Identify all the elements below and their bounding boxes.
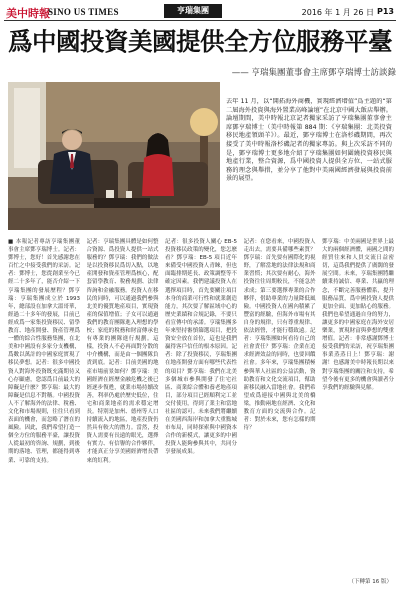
masthead-logo-chinese: 美中時報 [6, 7, 50, 20]
article-column-4: 記者：在您看來，中國投資人走出去，需要具備哪些素質？鄧亨瑞：首先要有國際化的視野，了解當地的法律法規和商業習慣；其次要有耐心，海外投資往往周期較長，不能急於求成；第三要選擇專業的合作夥伴，借助專業的力量降低風險。中國投資人在國內積累了豐富的經驗，但海外市場有其自身的規律，只有尊重規律、依法經營，才能行穩致遠。記者：亨瑞集團如何看待自己的社會責任？鄧亨瑞：企業在追求經濟效益的同時，也要回饋社會。多年來，亨瑞集團積極參與華人社區的公益活動，資助教育和文化交流項目，幫助新移民融入當地社會。我們希望成爲連接中國與北美的橋梁，推動兩地在經濟、文化和教育方面的交流與合作。記者：對於未來，您有怎樣的期待？ [243, 239, 316, 432]
headline: 爲中國投資美國提供全方位服務平臺 [8, 27, 392, 56]
article-column-3: 記者：很多投資人關心 EB-5 投資移民政策的變化，您怎麽看？鄧亨瑞：EB-5 項目近年來備受中國投資人青睞，但也面臨排期延長、政策調整等不確定因素。我們建議投資人在選擇項目時，首先要關注項目本身的商業可行性和就業創造能力，其次要了解區域中心的歷史業績和合規記錄，不要只看宣傳中的承諾。亨瑞集團多年來堅持審慎篩選項目，把投資安全放在首位，這也是我們贏得客戶信任的根本原因。記者：除了投資移民，亨瑞集團在地產開發方面有哪些代表性的項目？鄧亨瑞：我們在北美多個城市參與開發了住宅社區、商業綜合體和養老地產項目，部分項目已經順利完工並交付使用，得到了業主和當地社區的認可。未來我們將繼續在美國西海岸和加拿大重點城市布局，同時探索與中國資本合作的新模式，讓更多的中國投資人能夠參與其中，共同分享發展成果。 [165, 239, 237, 456]
article-column-1: ■ 本報記者專訪亨瑞集團董事會主席鄧亨瑞博士。記者：鄧博士，您好！首先感謝您在百忙之中接受我們的采訪。記者：鄧博士，您從創業至今已經二十多年了，能否介紹一下亨瑞集團的發展歷程？鄧亨瑞：亨瑞集團成立於 1993 年，總部設在加拿大溫哥華，經過二十多年的發展，目前已經成爲一家集投資移民、留學教育、地產開發、資產管理爲一體的綜合性服務集團，在北美和中國設有多家分支機構，爲數以萬計的中國家庭實現了移民夢想。記者：很多中國投資人對海外投資既充滿期待又心存顧慮，您認爲目前最大的障礙是什麽？鄧亨瑞：最大的障礙是信息不對稱。中國投資人不了解海外的法律、稅務、文化和市場規則，往往只看到表面的機會，而忽略了潛在的風險。因此，我們希望打造一個全方位的服務平臺，讓投資人從最初的咨詢、規劃，到後期的落地、管理，都能得到專業、可靠的支持。 [8, 239, 80, 464]
masthead-logo-english: SINO US TIMES [48, 7, 119, 17]
continued-note: （下轉第 16 版） [348, 579, 392, 585]
interview-photo-illustration [8, 82, 220, 230]
section-tag: 亨瑞集團 [164, 4, 222, 18]
article-column-5: 鄧亨瑞：中美兩國是世界上最大的兩個經濟體，兩國之間的經貿往來和人員交流日益密切，這爲我們提供了廣闊的發展空間。未來，亨瑞集團將繼續秉持誠信、專業、共贏的理念，不斷完善服務體系，提升服務品質，爲中國投資人提供更加全面、更加貼心的服務。我們也希望通過自身的努力，讓更多的中國家庭在海外安居樂業，實現財富與夢想的雙重增值。記者：非常感謝鄧博士接受我們的采訪，祝亨瑞集團事業蒸蒸日上！鄧亨瑞：謝謝！也感謝美中時報長期以來對亨瑞集團的關注和支持，希望今後有更多的機會與讀者分享我們的經驗與見解。 [322, 239, 394, 391]
article-columns [8, 238, 394, 578]
page-number: P13 [377, 7, 394, 16]
masthead [4, 4, 396, 21]
subheadline: —— 亨瑞集團董事會主席鄧亨瑞博士訪談錄 [231, 68, 396, 78]
article-column-2: 記者：亨瑞集團具體是如何整合資源、爲投資人提供一站式服務的？鄧亨瑞：我們的做法是以投資移民爲切入點，以地產開發和資產管理爲核心，配套留學教育、稅務規劃、法律咨詢和金融服務。投資人在移民的同時，可以通過我們參與北美的優質地產項目，實現資產的保值增值；子女可以通過我們的教育團隊進入理想的學校；家庭的稅務和財富傳承也有專業的團隊進行規劃。這樣，投資人不必再面對分散的中介機構，而是由一個團隊負責到底。記者：目前美國的地產市場前景如何？鄧亨瑞：美國經濟在經歷金融危機之後已經逐步復甦，就業市場持續改善，利率仍處於歷史低位，住宅和商業地產的需求穩定增長。特別是加州、德州等人口持續流入的地區，地產投資仍然具有較大的潛力。當然，投資人需要有長遠的眼光，選擇有實力、有信譽的合作夥伴，才能真正分享美國經濟增長帶來的紅利。 [86, 239, 159, 464]
intro-paragraph: 去年 11 月，以“開拓海外商機，實現經濟增值”爲主題的“第二屆海外投資與海外置業高峰論壇”在北京中國大飯店舉辦。論壇期間，美中時報北京記者獨家采訪了亨瑞集團董事會主席鄧亨瑞博士（美中時報第 884 期：《亨瑞集團：北美投資移民地產領頭羊》）。最近，鄧亨瑞博士在洛杉磯期間，再次接受了美中時報洛杉磯記者的獨家專訪。與上次采訪不同的是，鄧亨瑞博士更多地介紹了亨瑞集團如何圍繞投資移民與地產行業，整合資源，爲中國投資人提供全方位、一站式服務的理念與舉措，並分享了他對中美兩國經濟發展與投資前景的展望。 [226, 98, 392, 183]
issue-date: 2016 年 1 月 26 日 [301, 8, 374, 17]
interview-photo [8, 82, 220, 230]
